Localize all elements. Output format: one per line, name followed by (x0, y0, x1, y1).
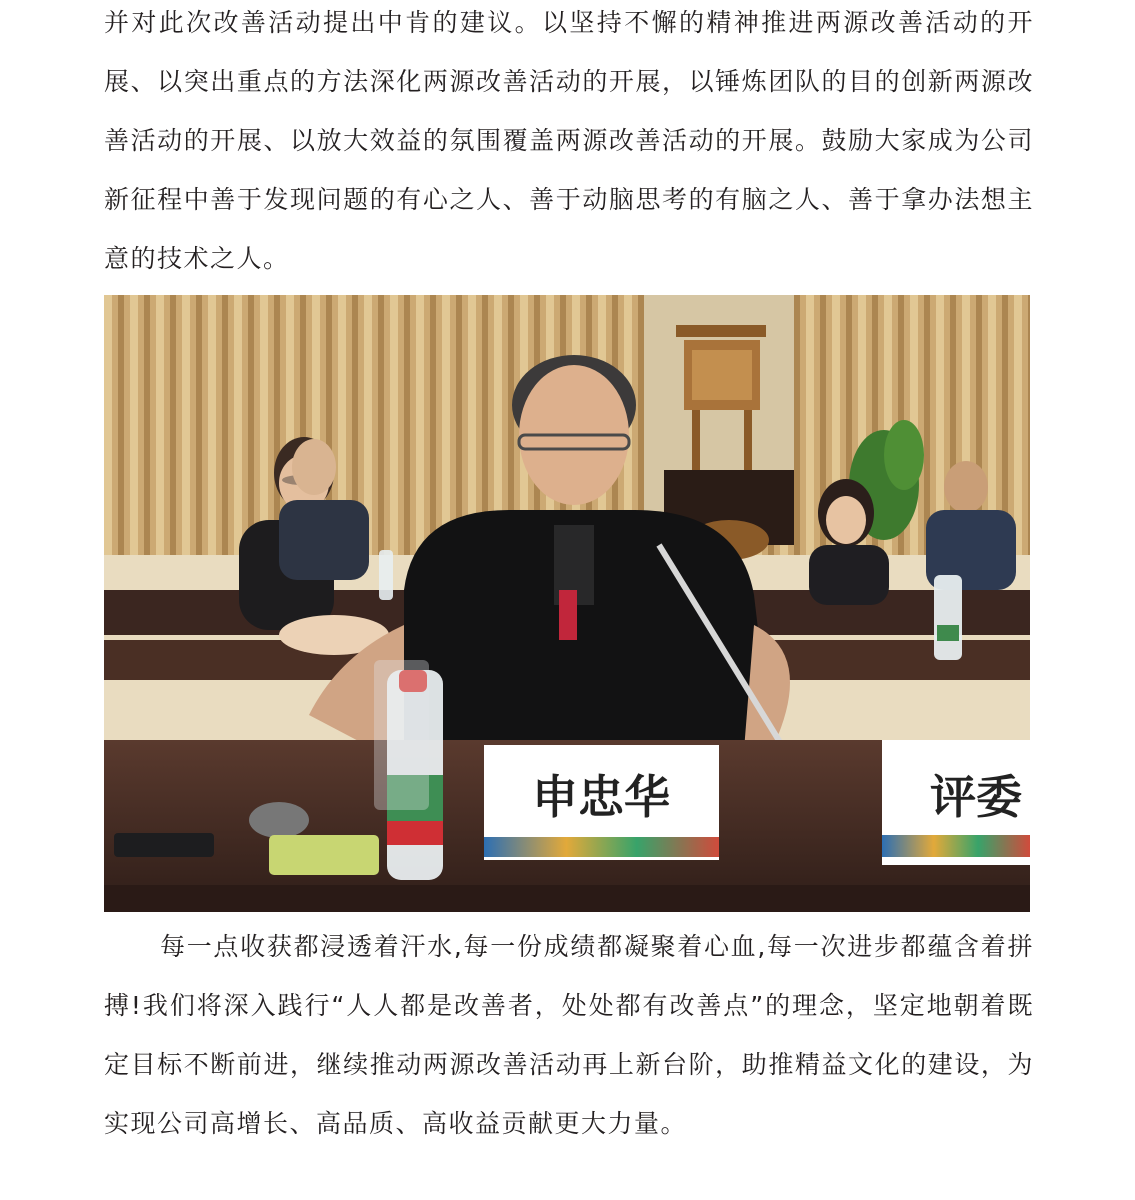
article-paragraph-bottom: 每一点收获都浸透着汗水,每一份成绩都凝聚着心血,每一次进步都蕴含着拼搏!我们将深入践行“人人都是改善者，处处都有改善点”的理念，坚定地朝着既定目标不断前进，继续推动两源改善活动再上新台阶，助推精益文化的建设，为实现公司高增长、高品质、高收益贡献更大力量。 (104, 932, 1034, 1138)
meeting-photo (104, 295, 1030, 912)
judge-card (882, 740, 1030, 865)
article-paragraph-top: 并对此次改善活动提出中肯的建议。以坚持不懈的精神推进两源改善活动的开展、以突出重点的方法深化两源改善活动的开展，以锤炼团队的目的创新两源改善活动的开展、以放大效益的氛围覆盖两源改善活动的开展。鼓励大家成为公司新征程中善于发现问题的有心之人、善于动脑思考的有脑之人、善于拿办法想主意的技术之人。 (104, 8, 1034, 273)
name-card-text: 申忠华 (532, 770, 670, 824)
name-card (484, 745, 719, 860)
judge-card-text: 评委 (930, 770, 1022, 824)
